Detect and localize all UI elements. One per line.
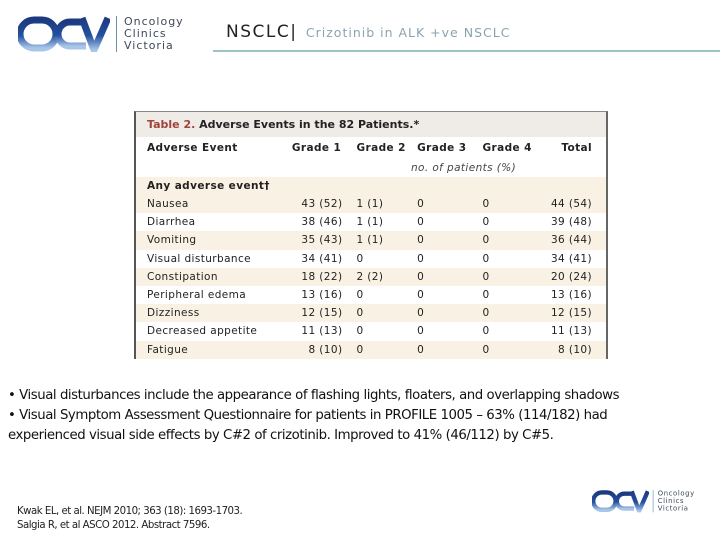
ocv-logo-mark-icon: [18, 16, 110, 52]
logo-word: Victoria: [124, 39, 174, 52]
cell-grade3: 0: [417, 307, 425, 320]
logo-divider: [116, 16, 117, 52]
group-label: Any adverse event†: [147, 180, 270, 192]
cell-grade4: 0: [482, 307, 490, 320]
cell-grade1: 35 (43): [301, 234, 343, 247]
cell-grade2: 1 (1): [356, 216, 384, 229]
logo-wordmark: [658, 490, 695, 512]
cell-grade4: 0: [482, 289, 490, 302]
table-body: [136, 195, 606, 359]
reference-item: Salgia R, et al ASCO 2012. Abstract 7596.: [17, 520, 210, 531]
cell-grade1: 34 (41): [301, 252, 343, 265]
cell-grade1: 43 (52): [301, 198, 343, 211]
logo-word: Oncology: [124, 15, 184, 28]
title-subtitle: Crizotinib in ALK +ve NSCLC: [305, 25, 511, 40]
ocv-logo-mark-icon: [592, 490, 649, 512]
cell-grade1: 13 (16): [301, 289, 343, 302]
cell-grade2: 0: [356, 307, 364, 320]
bullet-item: • Visual disturbances include the appearance of flashing lights, floaters, and overlapping shadows: [8, 388, 620, 403]
table-group-row: [136, 177, 606, 195]
cell-grade3: 0: [417, 343, 425, 356]
column-header: Total: [561, 142, 593, 154]
cell-grade4: 0: [482, 234, 490, 247]
cell-grade3: 0: [417, 270, 425, 283]
table-row: [136, 341, 606, 359]
units-label: no. of patients (%): [411, 162, 517, 174]
cell-total: 36 (44): [550, 234, 593, 247]
cell-grade1: 12 (15): [301, 307, 343, 320]
logo-word: Clinics: [124, 27, 167, 40]
cell-event: Dizziness: [147, 307, 200, 320]
cell-grade2: 0: [356, 252, 364, 265]
cell-grade3: 0: [417, 289, 425, 302]
cell-grade4: 0: [482, 270, 490, 283]
cell-event: Fatigue: [147, 343, 189, 356]
references: [17, 505, 242, 533]
title-main: NSCLC|: [226, 22, 298, 42]
cell-grade1: 38 (46): [301, 216, 343, 229]
logo-divider: [653, 490, 654, 512]
ocv-logo-footer: [592, 490, 695, 512]
table-row: [136, 304, 606, 322]
title-underline: [213, 50, 720, 52]
cell-grade2: 1 (1): [356, 198, 384, 211]
cell-grade4: 0: [482, 216, 490, 229]
cell-event: Decreased appetite: [147, 325, 258, 338]
column-header: Grade 4: [482, 142, 532, 154]
table-caption: [136, 112, 606, 137]
table-units-row: [136, 159, 606, 177]
cell-grade1: 18 (22): [301, 270, 343, 283]
cell-total: 8 (10): [558, 343, 593, 356]
cell-grade2: 1 (1): [356, 234, 384, 247]
cell-grade2: 0: [356, 343, 364, 356]
cell-event: Nausea: [147, 198, 189, 211]
cell-total: 11 (13): [550, 325, 593, 338]
cell-event: Visual disturbance: [147, 252, 252, 265]
cell-grade3: 0: [417, 234, 425, 247]
table-row: [136, 286, 606, 304]
cell-total: 20 (24): [550, 270, 593, 283]
table-row: [136, 250, 606, 268]
logo-word: Victoria: [657, 504, 689, 513]
cell-total: 44 (54): [550, 198, 593, 211]
column-header: Grade 3: [417, 142, 467, 154]
logo-word: Oncology: [657, 489, 695, 498]
cell-event: Peripheral edema: [147, 289, 247, 302]
cell-grade4: 0: [482, 252, 490, 265]
cell-total: 13 (16): [550, 289, 593, 302]
cell-grade2: 2 (2): [356, 270, 384, 283]
table-caption-text: Adverse Events in the 82 Patients.*: [195, 118, 420, 131]
table-row: [136, 195, 606, 213]
column-header: Adverse Event: [147, 142, 238, 154]
cell-grade4: 0: [482, 198, 490, 211]
table-row: [136, 268, 606, 286]
cell-grade3: 0: [417, 198, 425, 211]
cell-grade4: 0: [482, 325, 490, 338]
table-row: [136, 322, 606, 340]
cell-event: Diarrhea: [147, 216, 196, 229]
ocv-logo: [18, 16, 184, 52]
cell-grade1: 8 (10): [308, 343, 343, 356]
slide-title: [226, 22, 510, 42]
logo-word: Clinics: [657, 496, 685, 505]
cell-total: 39 (48): [550, 216, 593, 229]
bullet-item-continuation: experienced visual side effects by C#2 of crizotinib. Improved to 41% (46/112) by C#5.: [8, 428, 554, 443]
column-header: Grade 2: [356, 142, 406, 154]
bullet-item: • Visual Symptom Assessment Questionnaire for patients in PROFILE 1005 – 63% (114/182) had: [8, 408, 608, 423]
table-caption-number: Table 2.: [147, 118, 196, 131]
cell-grade1: 11 (13): [301, 325, 343, 338]
cell-event: Constipation: [147, 270, 218, 283]
cell-grade3: 0: [417, 216, 425, 229]
bullet-list: [8, 386, 718, 446]
table-row: [136, 213, 606, 231]
cell-grade3: 0: [417, 325, 425, 338]
table-header-row: [136, 137, 606, 159]
table-row: [136, 231, 606, 249]
cell-grade4: 0: [482, 343, 490, 356]
cell-total: 34 (41): [550, 252, 593, 265]
cell-event: Vomiting: [147, 234, 197, 247]
reference-item: Kwak EL, et al. NEJM 2010; 363 (18): 1693-1703.: [17, 506, 243, 517]
cell-grade2: 0: [356, 289, 364, 302]
logo-wordmark: [124, 16, 184, 52]
cell-grade2: 0: [356, 325, 364, 338]
cell-total: 12 (15): [550, 307, 593, 320]
cell-grade3: 0: [417, 252, 425, 265]
column-header: Grade 1: [291, 142, 342, 154]
adverse-events-table: [134, 111, 608, 359]
